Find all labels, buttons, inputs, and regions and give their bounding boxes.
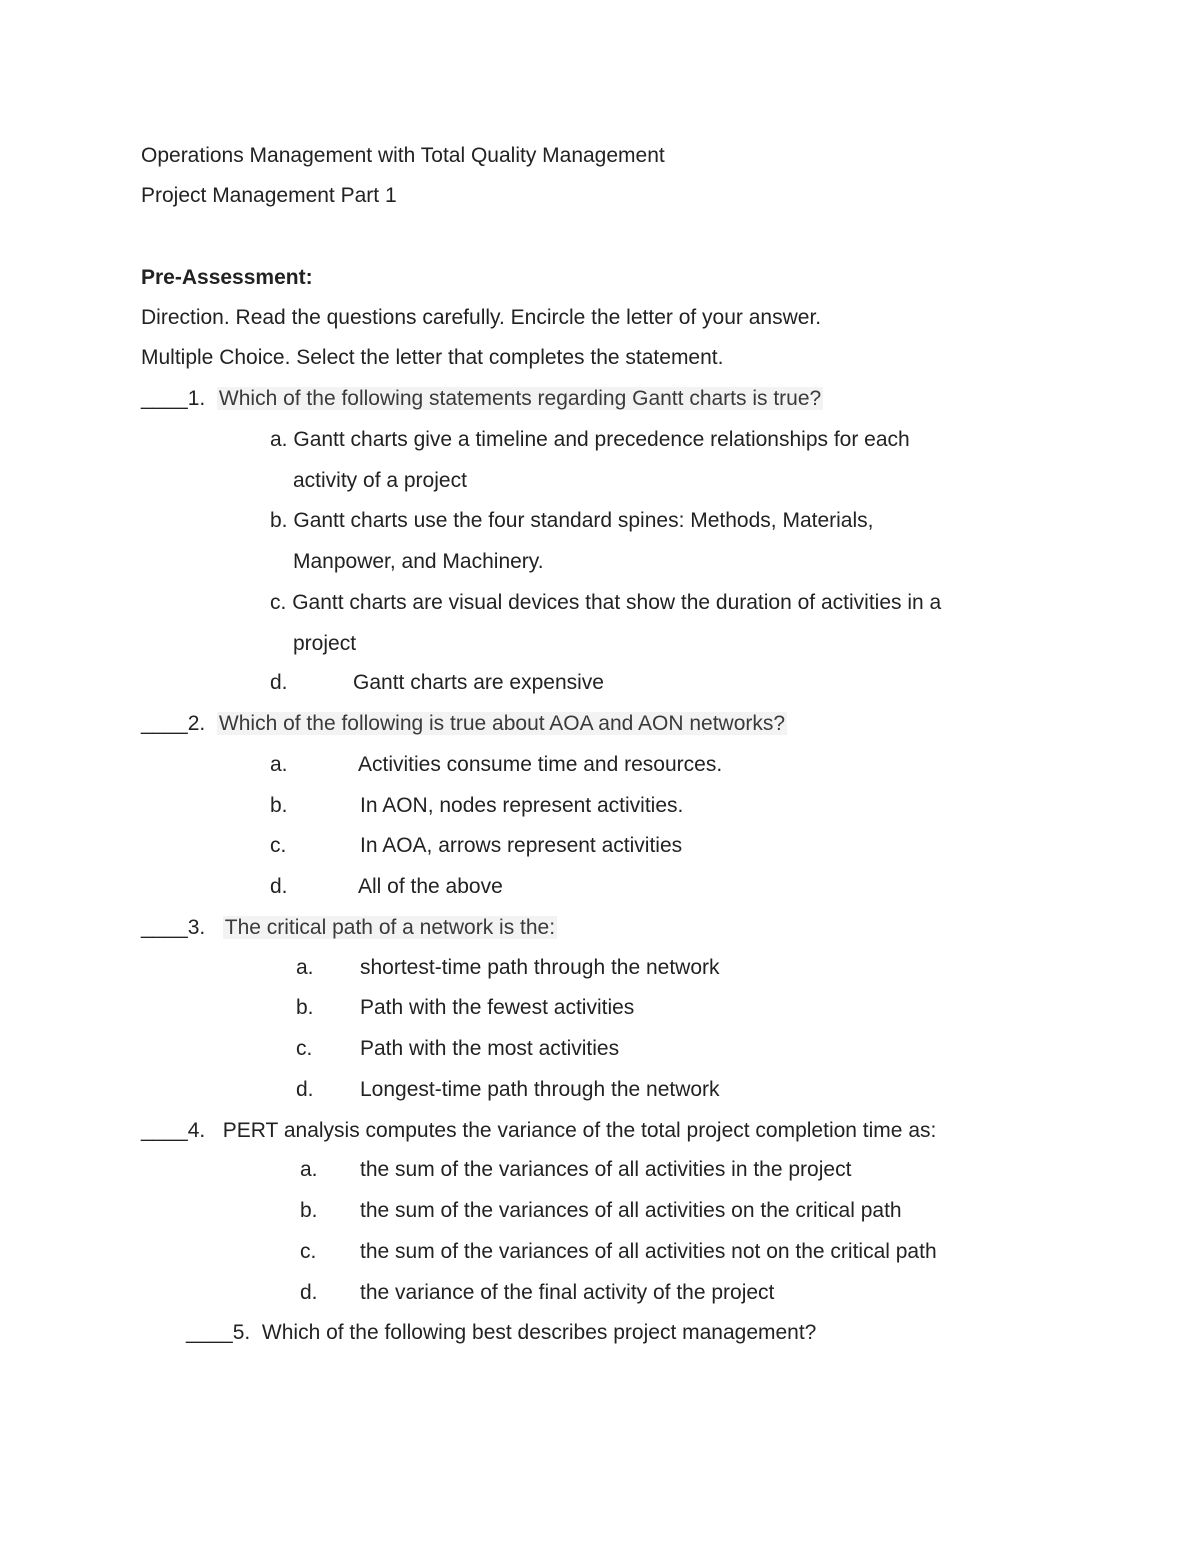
option-4a-text: the sum of the variances of all activities in the project xyxy=(360,1158,852,1181)
question-3 xyxy=(141,915,557,941)
question-number: 3. xyxy=(187,916,206,939)
option-2b-letter: b. xyxy=(270,794,288,817)
option-2d-text: All of the above xyxy=(358,875,503,898)
option-1c: c. Gantt charts are visual devices that show the duration of activities in a xyxy=(270,591,942,614)
answer-blank: ____ xyxy=(141,712,188,735)
option-2c-letter: c. xyxy=(270,834,287,857)
question-1 xyxy=(141,386,823,412)
answer-blank: ____ xyxy=(141,1119,188,1142)
question-4 xyxy=(141,1118,936,1144)
option-3d-letter: d. xyxy=(296,1078,314,1101)
option-3b-letter: b. xyxy=(296,996,314,1019)
answer-blank: ____ xyxy=(141,387,188,410)
option-4c-letter: c. xyxy=(300,1240,317,1263)
option-4d-text: the variance of the final activity of the project xyxy=(360,1281,775,1304)
option-3a-text: shortest-time path through the network xyxy=(360,956,720,979)
question-text: PERT analysis computes the variance of the total project completion time as: xyxy=(222,1119,937,1142)
option-2c-text: In AOA, arrows represent activities xyxy=(360,834,683,857)
option-4c-text: the sum of the variances of all activities not on the critical path xyxy=(360,1240,937,1263)
option-3c-text: Path with the most activities xyxy=(360,1037,620,1060)
option-4b-letter: b. xyxy=(300,1199,318,1222)
option-3b-text: Path with the fewest activities xyxy=(360,996,635,1019)
question-2 xyxy=(141,711,787,737)
option-3c-letter: c. xyxy=(296,1037,313,1060)
option-2a-text: Activities consume time and resources. xyxy=(358,753,723,776)
option-1b-continued: Manpower, and Machinery. xyxy=(293,550,544,573)
instruction-text: Multiple Choice. Select the letter that completes the statement. xyxy=(141,346,724,369)
option-4b-text: the sum of the variances of all activities on the critical path xyxy=(360,1199,902,1222)
question-number: 2. xyxy=(187,712,206,735)
option-1a: a. Gantt charts give a timeline and precedence relationships for each xyxy=(270,428,910,451)
question-text: The critical path of a network is the: xyxy=(224,916,556,939)
option-text: Gantt charts use the four standard spines: Methods, Materials, xyxy=(293,509,874,532)
question-text: Which of the following statements regarding Gantt charts is true? xyxy=(218,387,822,410)
part-title: Project Management Part 1 xyxy=(141,184,397,207)
option-1a-continued: activity of a project xyxy=(293,469,467,492)
question-5 xyxy=(186,1320,816,1346)
option-1b: b. Gantt charts use the four standard spines: Methods, Materials, xyxy=(270,509,874,532)
option-2d-letter: d. xyxy=(270,875,288,898)
option-4d-letter: d. xyxy=(300,1281,318,1304)
question-number: 4. xyxy=(187,1119,206,1142)
section-heading: Pre-Assessment: xyxy=(141,266,313,289)
option-2a-letter: a. xyxy=(270,753,288,776)
question-text: Which of the following is true about AOA and AON networks? xyxy=(218,712,786,735)
option-text: Gantt charts give a timeline and precedence relationships for each xyxy=(293,428,910,451)
question-number: 1. xyxy=(187,387,206,410)
option-1c-continued: project xyxy=(293,632,357,655)
question-number: 5. xyxy=(232,1321,251,1344)
option-3d-text: Longest-time path through the network xyxy=(360,1078,720,1101)
answer-blank: ____ xyxy=(141,916,188,939)
direction-text: Direction. Read the questions carefully. Encircle the letter of your answer. xyxy=(141,306,822,329)
course-title: Operations Management with Total Quality Management xyxy=(141,144,665,167)
answer-blank: ____ xyxy=(186,1321,233,1344)
option-2b-text: In AON, nodes represent activities. xyxy=(360,794,684,817)
option-1d-text: Gantt charts are expensive xyxy=(353,671,604,694)
question-text: Which of the following best describes project management? xyxy=(261,1321,817,1344)
option-text: Gantt charts are visual devices that show the duration of activities in a xyxy=(292,591,942,614)
option-4a-letter: a. xyxy=(300,1158,318,1181)
option-1d: d. xyxy=(270,671,288,694)
option-3a-letter: a. xyxy=(296,956,314,979)
